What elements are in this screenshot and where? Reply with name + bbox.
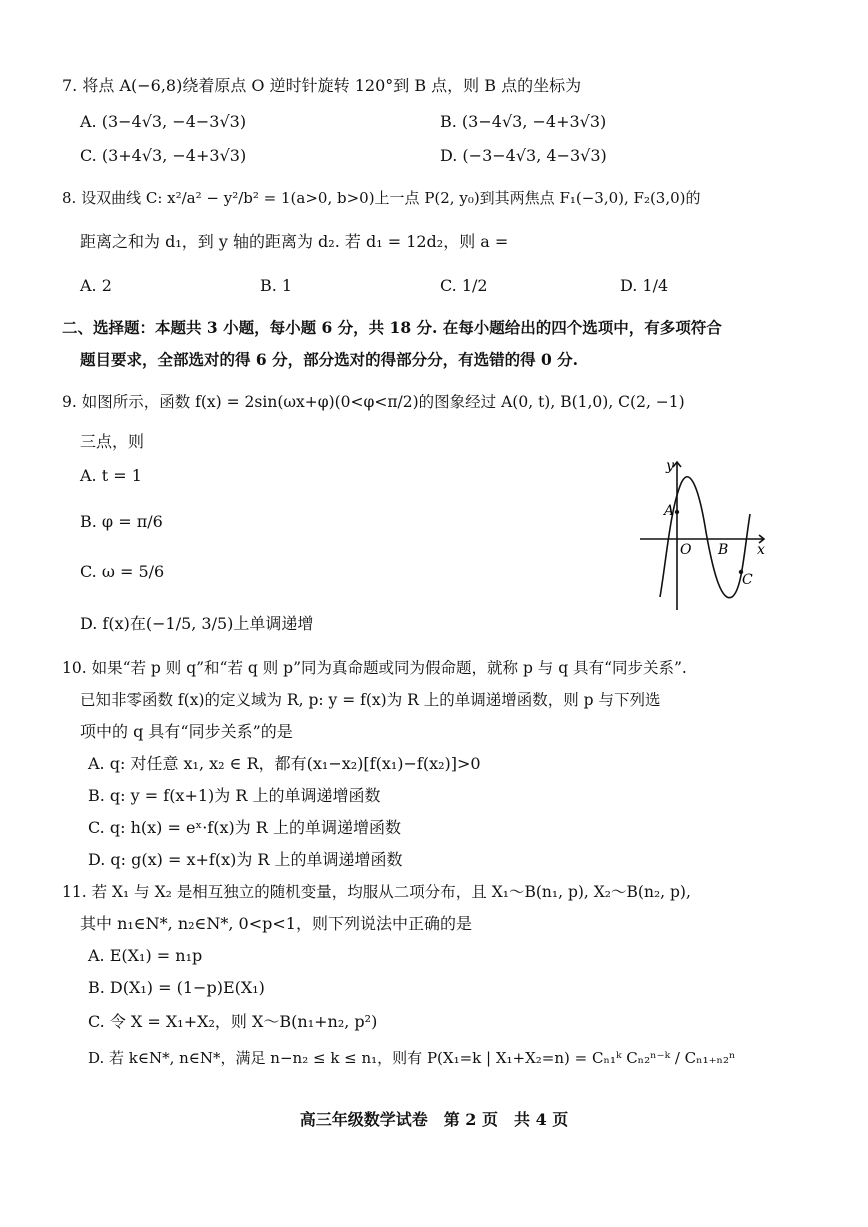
q8-stem-line1: 8. 设双曲线 C: x²/a² − y²/b² = 1(a>0, b>0)上一点 P(2, y₀)到其两焦点 F₁(−3,0), F₂(3,0)的 [62, 189, 701, 207]
q10-line1: 10. 如果“若 p 则 q”和“若 q 则 p”同为真命题或同为假命题，就称 p 与 q 具有“同步关系”. [62, 659, 687, 677]
page-footer: 高三年级数学试卷 第 2 页 共 4 页 [299, 1110, 569, 1129]
q9-option-d: D. f(x)在(−1/5, 3/5)上单调递增 [80, 614, 314, 633]
q7-stem: 7. 将点 A(−6,8)绕着原点 O 逆时针旋转 120°到 B 点，则 B 点的坐标为 [62, 76, 582, 95]
q10-line2: 已知非零函数 f(x)的定义域为 R, p: y = f(x)为 R 上的单调递增函数，则 p 与下列选 [80, 691, 661, 709]
q11-option-b: B. D(X₁) = (1−p)E(X₁) [88, 978, 265, 997]
q11-option-c: C. 令 X = X₁+X₂，则 X～B(n₁+n₂, p²) [88, 1012, 378, 1031]
q10-option-b: B. q: y = f(x+1)为 R 上的单调递增函数 [88, 786, 381, 805]
q8-option-b: B. 1 [260, 276, 293, 295]
point-a [675, 510, 679, 514]
q7-option-a: A. (3−4√3, −4−3√3) [80, 112, 247, 131]
q8-option-c: C. 1/2 [440, 276, 488, 295]
q10-line3: 项中的 q 具有“同步关系”的是 [80, 722, 293, 741]
q9-option-a: A. t = 1 [80, 466, 142, 485]
y-label: y [666, 458, 674, 474]
q10-option-d: D. q: g(x) = x+f(x)为 R 上的单调递增函数 [88, 850, 403, 869]
q9-stem-line2: 三点，则 [80, 432, 145, 451]
q9-stem-line1: 9. 如图所示，函数 f(x) = 2sin(ωx+φ)(0<φ<π/2)的图象经过 A(0, t), B(1,0), C(2, −1) [62, 393, 685, 411]
q9-graph [636, 452, 776, 612]
q11-option-a: A. E(X₁) = n₁p [88, 946, 203, 965]
b-label: B [718, 542, 729, 558]
c-label: C [742, 572, 753, 588]
x-label: x [757, 542, 765, 558]
q8-stem-line2: 距离之和为 d₁，到 y 轴的距离为 d₂. 若 d₁ = 12d₂，则 a = [80, 232, 509, 251]
q9-option-c: C. ω = 5/6 [80, 562, 165, 581]
q10-option-c: C. q: h(x) = eˣ·f(x)为 R 上的单调递增函数 [88, 818, 401, 837]
origin-label: O [680, 542, 692, 558]
q7-option-c: C. (3+4√3, −4+3√3) [80, 146, 247, 165]
section2-line1: 二、选择题：本题共 3 小题，每小题 6 分，共 18 分. 在每小题给出的四个选项中，有多项符合 [62, 318, 722, 337]
q7-option-d: D. (−3−4√3, 4−3√3) [440, 146, 607, 165]
q8-option-a: A. 2 [80, 276, 112, 295]
q9-option-b: B. φ = π/6 [80, 512, 163, 531]
q7-option-b: B. (3−4√3, −4+3√3) [440, 112, 607, 131]
sine-curve [660, 477, 750, 598]
q10-option-a: A. q: 对任意 x₁, x₂ ∈ R，都有(x₁−x₂)[f(x₁)−f(x₂)]>0 [88, 754, 481, 773]
q11-line1: 11. 若 X₁ 与 X₂ 是相互独立的随机变量，均服从二项分布，且 X₁～B(n₁, p), X₂～B(n₂, p), [62, 883, 691, 901]
q11-option-d: D. 若 k∈N*, n∈N*，满足 n−n₂ ≤ k ≤ n₁，则有 P(X₁=k | X₁+X₂=n) = Cₙ₁ᵏ Cₙ₂ⁿ⁻ᵏ / Cₙ₁₊ₙ₂ⁿ [88, 1049, 736, 1067]
q11-line2: 其中 n₁∈N*, n₂∈N*, 0<p<1，则下列说法中正确的是 [80, 914, 472, 933]
q8-option-d: D. 1/4 [620, 276, 669, 295]
section2-line2: 题目要求，全部选对的得 6 分，部分选对的得部分分，有选错的得 0 分. [80, 350, 579, 369]
a-label: A [664, 503, 675, 519]
